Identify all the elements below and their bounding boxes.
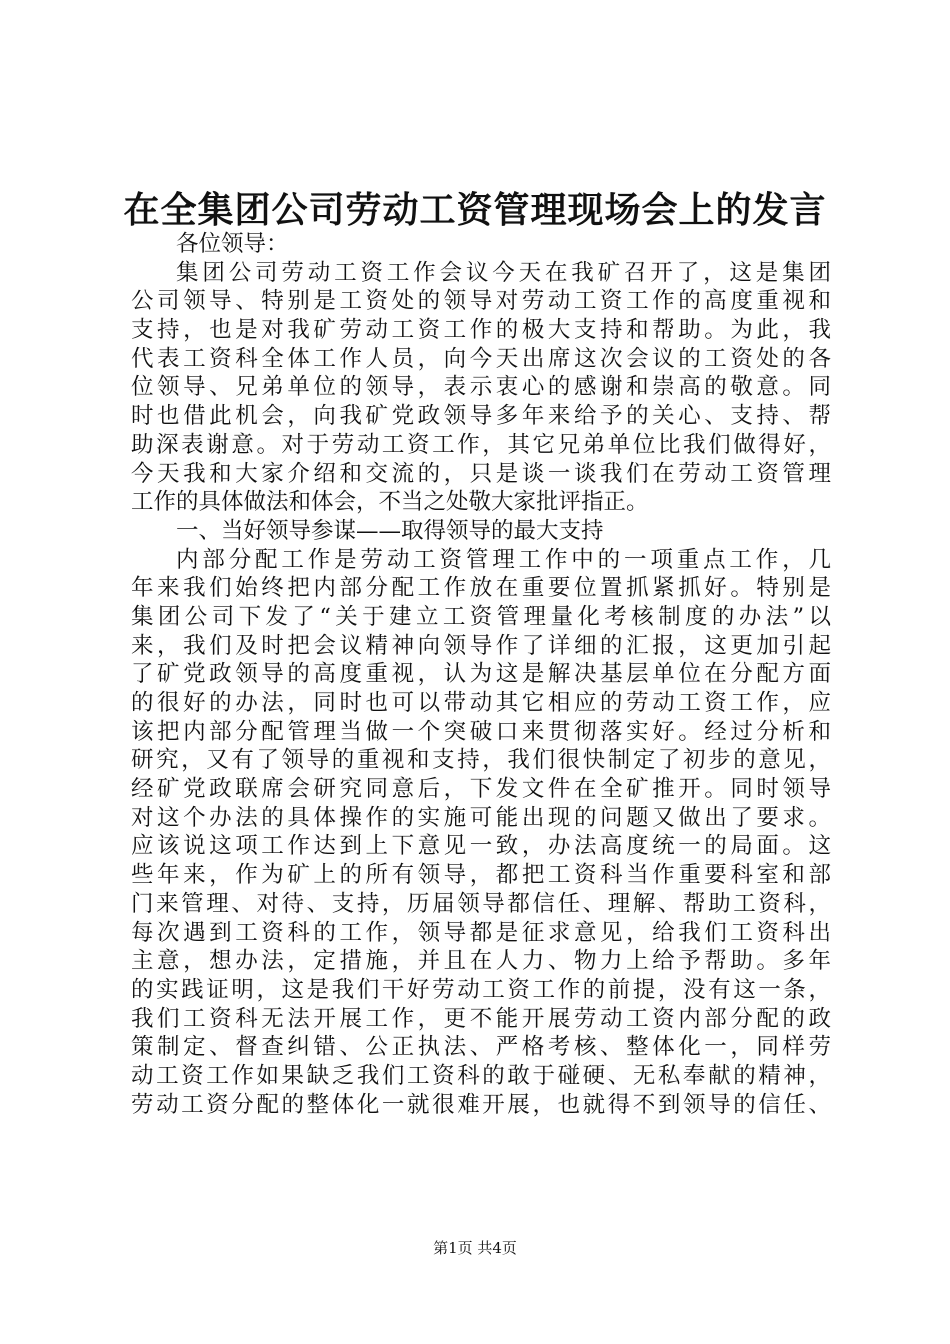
text-line: 的实践证明，这是我们干好劳动工资工作的前提，没有这一条， bbox=[131, 976, 831, 1003]
text-line: 研究，又有了领导的重视和支持，我们很快制定了初步的意见， bbox=[131, 747, 831, 774]
text-line: 经矿党政联席会研究同意后，下发文件在全矿推开。同时领导 bbox=[131, 776, 831, 803]
text-line: 门来管理、对待、支持，历届领导都信任、理解、帮助工资科， bbox=[131, 890, 831, 917]
text-line: 集团公司下发了“关于建立工资管理量化考核制度的办法”以 bbox=[131, 603, 831, 630]
text-line: 应该说这项工作达到上下意见一致，办法高度统一的局面。这 bbox=[131, 833, 831, 860]
text-line: 每次遇到工资科的工作，领导都是征求意见，给我们工资科出 bbox=[131, 919, 831, 946]
text-line: 支持，也是对我矿劳动工资工作的极大支持和帮助。为此，我 bbox=[131, 317, 831, 344]
text-line: 工作的具体做法和体会，不当之处敬大家批评指正。 bbox=[131, 489, 649, 516]
text-line: 公司领导、特别是工资处的领导对劳动工资工作的高度重视和 bbox=[131, 288, 831, 315]
text-line: 动工资工作如果缺乏我们工资科的敢于碰硬、无私奉献的精神， bbox=[131, 1062, 831, 1089]
text-line: 时也借此机会，向我矿党政领导多年来给予的关心、支持、帮 bbox=[131, 403, 831, 430]
text-line: 助深表谢意。对于劳动工资工作，其它兄弟单位比我们做得好， bbox=[131, 431, 831, 458]
text-line: 各位领导： bbox=[176, 231, 289, 257]
text-line: 内部分配工作是劳动工资管理工作中的一项重点工作，几 bbox=[176, 546, 831, 573]
text-line: 的很好的办法，同时也可以带动其它相应的劳动工资工作，应 bbox=[131, 690, 831, 716]
text-line: 我们工资科无法开展工作，更不能开展劳动工资内部分配的政 bbox=[131, 1005, 831, 1032]
text-line: 对这个办法的具体操作的实施可能出现的问题又做出了要求。 bbox=[131, 804, 831, 831]
document-body bbox=[131, 230, 831, 1119]
page-footer: 第1页 共4页 bbox=[433, 1239, 517, 1257]
text-line: 策制定、督查纠错、公正执法、严格考核、整体化一，同样劳 bbox=[131, 1034, 831, 1061]
text-line: 来，我们及时把会议精神向领导作了详细的汇报，这更加引起 bbox=[131, 632, 831, 659]
text-line: 年来我们始终把内部分配工作放在重要位置抓紧抓好。特别是 bbox=[131, 575, 831, 602]
text-line: 劳动工资分配的整体化一就很难开展，也就得不到领导的信任、 bbox=[131, 1091, 831, 1118]
text-line: 一、当好领导参谋——取得领导的最大支持 bbox=[176, 517, 604, 544]
text-line: 主意，想办法，定措施，并且在人力、物力上给予帮助。多年 bbox=[131, 948, 831, 975]
document-title: 在全集团公司劳动工资管理现场会上的发言 bbox=[123, 189, 827, 231]
text-line: 代表工资科全体工作人员，向今天出席这次会议的工资处的各 bbox=[131, 345, 831, 372]
text-line: 今天我和大家介绍和交流的，只是谈一谈我们在劳动工资管理 bbox=[131, 460, 831, 487]
text-line: 位领导、兄弟单位的领导，表示衷心的感谢和崇高的敬意。同 bbox=[131, 374, 831, 401]
text-line: 该把内部分配管理当做一个突破口来贯彻落实好。经过分析和 bbox=[131, 718, 831, 745]
text-line: 集团公司劳动工资工作会议今天在我矿召开了，这是集团 bbox=[176, 259, 831, 286]
text-line: 些年来，作为矿上的所有领导，都把工资科当作重要科室和部 bbox=[131, 862, 831, 889]
text-line: 了矿党政领导的高度重视，认为这是解决基层单位在分配方面 bbox=[131, 661, 831, 688]
